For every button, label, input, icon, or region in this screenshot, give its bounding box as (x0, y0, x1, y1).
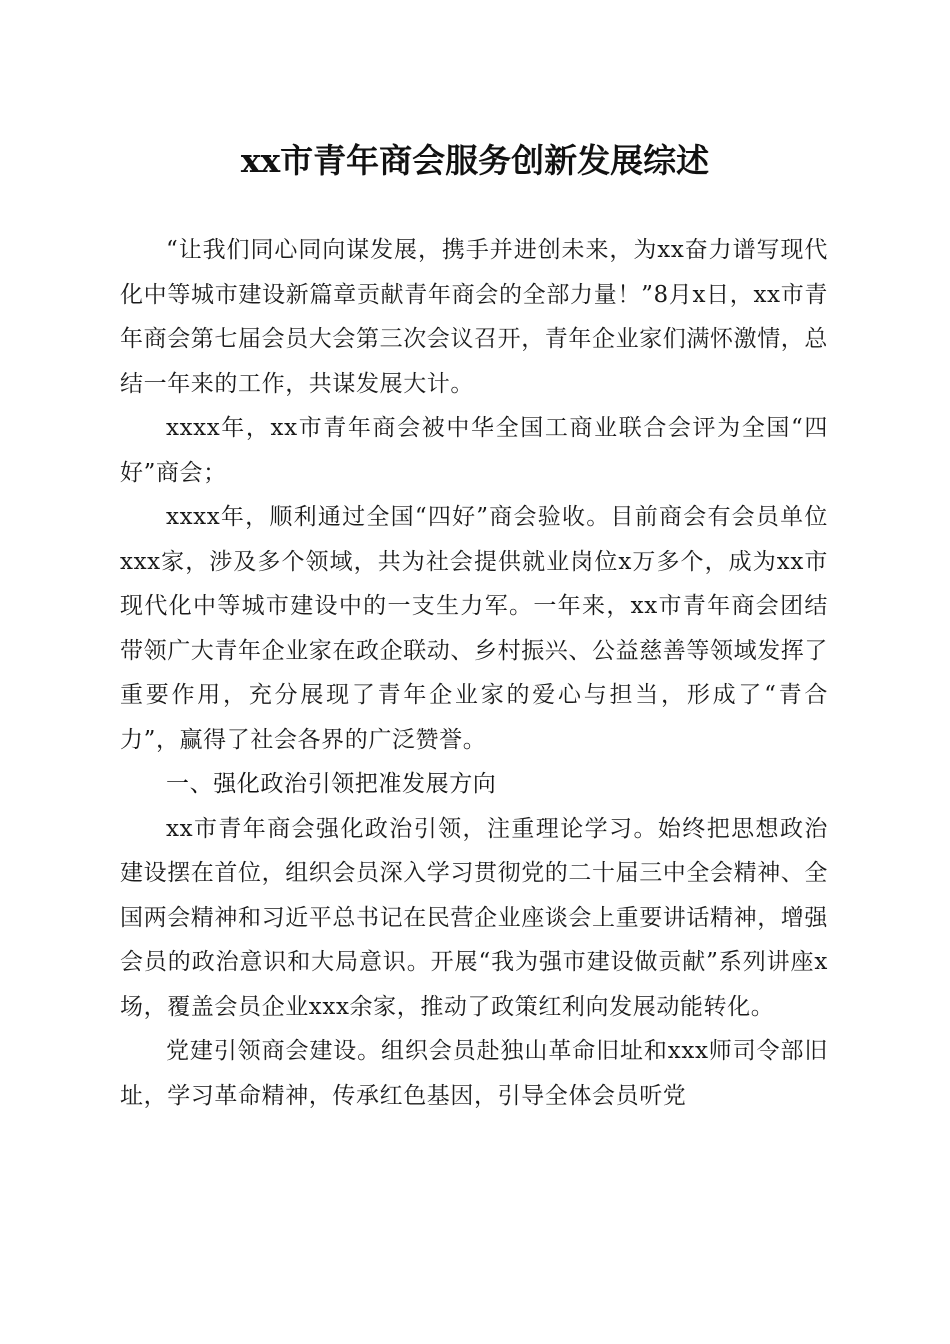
overview-paragraph: xxxx年，顺利通过全国“四好”商会验收。目前商会有会员单位xxx家，涉及多个领域，共为社会提供就业岗位x万多个，成为xx市现代化中等城市建设中的一支生力军。一年来，xx市青年商会团结带领广大青年企业家在政企联动、乡村振兴、公益慈善等领域发挥了重要作用，充分展现了青年企业家的爱心与担当，形成了“青合力”，赢得了社会各界的广泛赞誉。 (120, 504, 828, 753)
section-heading-1: 一、强化政治引领把准发展方向 (166, 771, 497, 797)
political-guidance-paragraph: xx市青年商会强化政治引领，注重理论学习。始终把思想政治建设摆在首位，组织会员深入学习贯彻党的二十届三中全会精神、全国两会精神和习近平总书记在民营企业座谈会上重要讲话精神，增强会员的政治意识和大局意识。开展“我为强市建设做贡献”系列讲座x场，覆盖会员企业xxx余家，推动了政策红利向发展动能转化。 (120, 815, 828, 1020)
document-body (120, 228, 828, 1118)
intro-paragraph: “让我们同心同向谋发展，携手并进创未来，为xx奋力谱写现代化中等城市建设新篇章贡献青年商会的全部力量！”8月x日，xx市青年商会第七届会员大会第三次会议召开，青年企业家们满怀激情，总结一年来的工作，共谋发展大计。 (120, 237, 828, 397)
party-building-paragraph: 党建引领商会建设。组织会员赴独山革命旧址和xxx师司令部旧址，学习革命精神，传承红色基因，引导全体会员听党 (120, 1038, 828, 1109)
award-paragraph: xxxx年，xx市青年商会被中华全国工商业联合会评为全国“四好”商会； (120, 415, 828, 486)
document-title: xx市青年商会服务创新发展综述 (240, 141, 710, 180)
